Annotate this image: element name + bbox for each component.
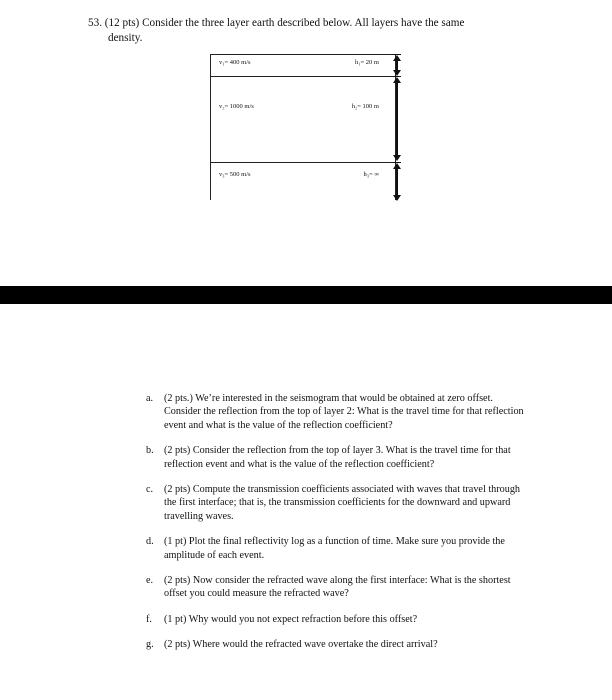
part-text: (2 pts) Consider the reflection from the top of layer 3. What is the travel time for that reflection event and what is the value of the reflection coefficient? [164,445,511,470]
part-text: (2 pts) Compute the transmission coefficients associated with waves that travel through the first interface; that is, the transmission coefficients for the downward and upward travelling waves. [164,484,521,522]
page-top-section [0,0,612,286]
part-label: a. [146,393,154,404]
layer-3 [210,162,396,200]
part-label: e. [146,575,154,587]
part-label: d. [146,536,154,548]
question-text-line-1: Consider the three layer earth described below. All layers have the same [142,17,465,29]
question-header [88,16,558,46]
part-g [146,638,526,651]
part-text: (2 pts.) We’re interested in the seismogram that would be obtained at zero offset. Consider the reflection from the top of layer 2: What is the travel time for that reflection event and what is the value of the reflection coefficient? [164,393,524,431]
arrow-line [396,83,398,155]
layer-3-thickness: h₃= ∞ [363,171,379,178]
page-bottom-section [0,304,612,700]
layer-2-thickness: h₂= 100 m [351,103,379,110]
page-divider [0,286,612,304]
question-number: 53. [88,17,102,29]
question-text-line-2: density. [108,32,143,44]
part-label: f. [146,613,152,625]
part-text: (1 pt) Plot the final reflectivity log as a function of time. Make sure you provide the amplitude of each event. [164,536,505,561]
part-d [146,535,526,562]
part-text: (2 pts) Now consider the refracted wave along the first interface: What is the shortest offset you could measure the refracted wave? [164,575,511,600]
part-e [146,574,526,601]
part-label: g. [146,639,154,651]
arrow-down-icon [393,155,401,161]
layer-1-thickness: h₁= 20 m [355,59,379,66]
arrow-down-icon [393,195,401,201]
thickness-arrows [393,54,401,200]
layer-2-velocity: v₂= 1000 m/s [219,103,254,110]
question-points: (12 pts) [104,17,140,29]
question-parts [146,392,526,664]
part-a [146,392,526,432]
layer-diagram [210,54,406,200]
part-label: c. [146,484,154,496]
arrow-line [396,60,398,70]
layer-2 [210,76,396,162]
part-text: (2 pts) Where would the refracted wave overtake the direct arrival? [164,639,438,651]
layer-1 [210,54,396,76]
part-text: (1 pt) Why would you not expect refraction before this offset? [164,613,418,625]
part-c [146,483,526,523]
layer-3-velocity: v₃= 500 m/s [219,171,251,178]
part-f [146,613,526,626]
part-b [146,444,526,471]
layer-1-velocity: v₁= 400 m/s [219,59,251,66]
part-label: b. [146,445,154,457]
